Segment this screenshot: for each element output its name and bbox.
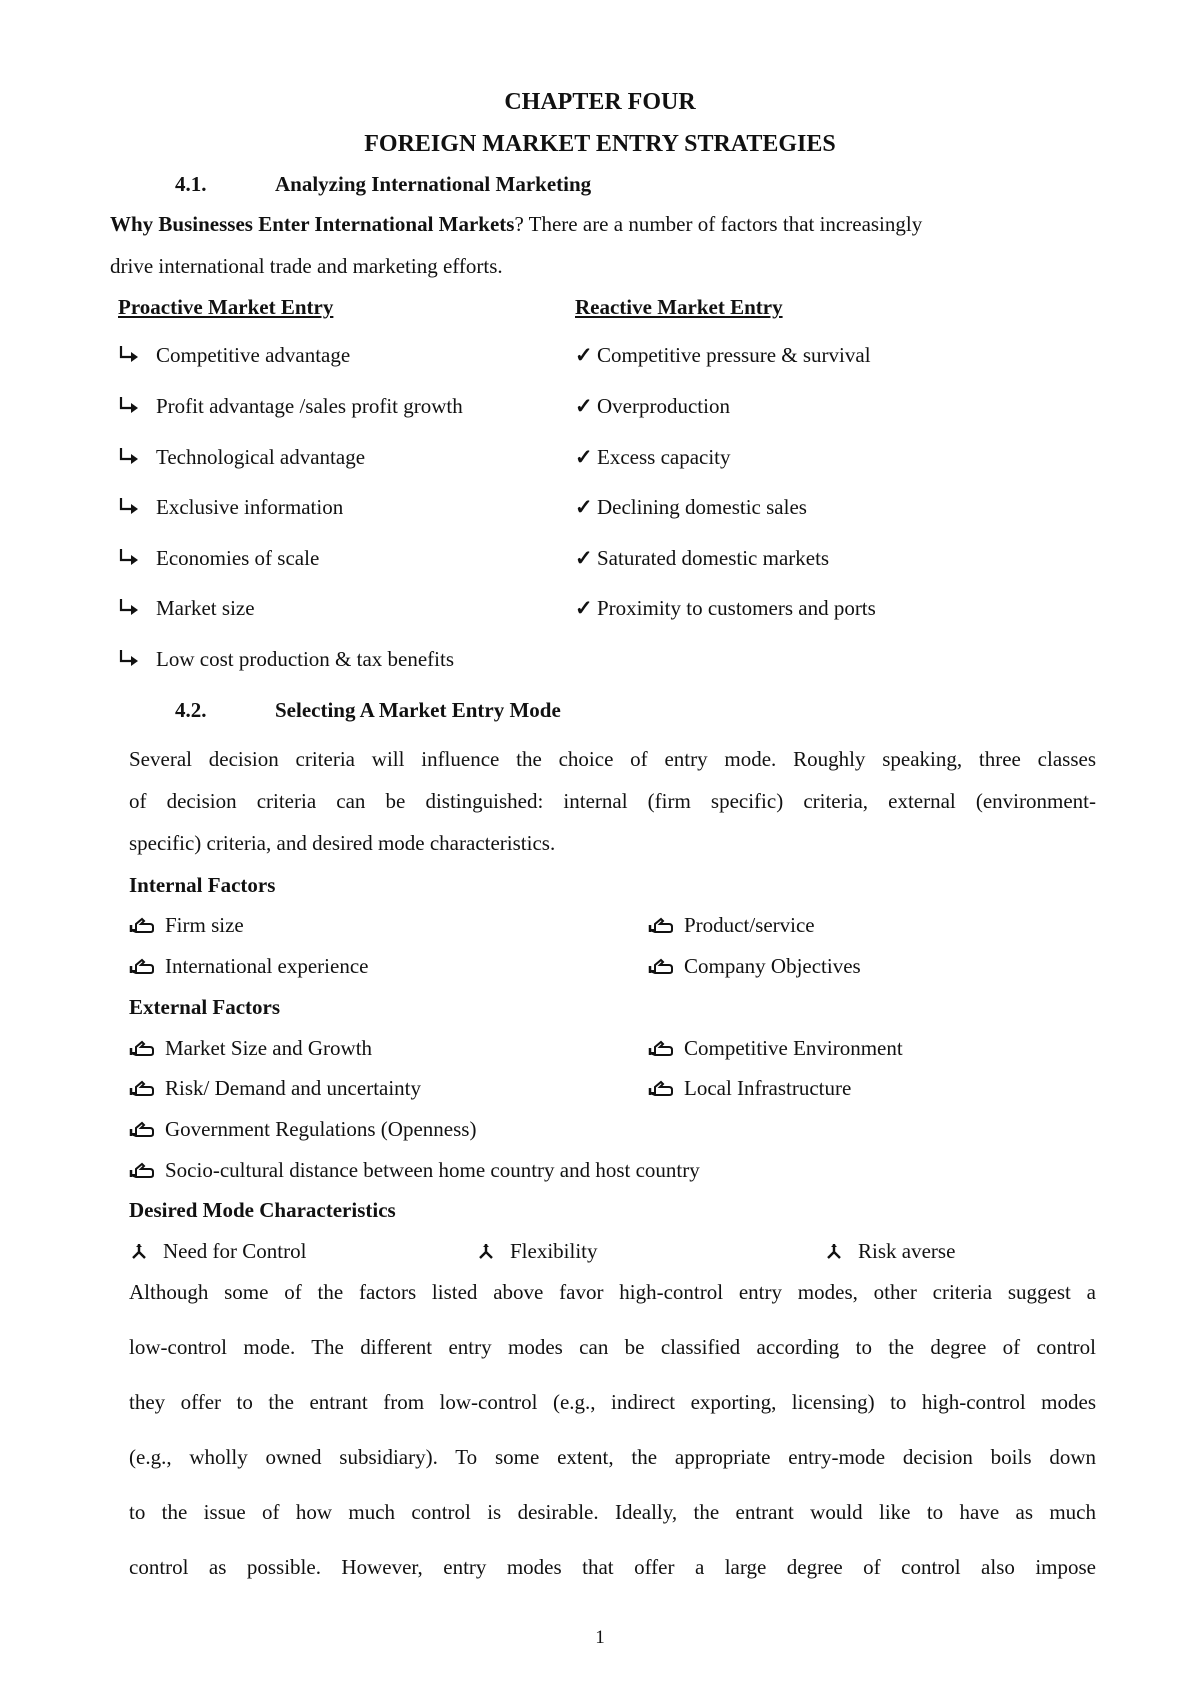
chapter-subtitle: FOREIGN MARKET ENTRY STRATEGIES [364, 131, 836, 157]
proactive-item: Economies of scale [118, 548, 319, 569]
proactive-heading: Proactive Market Entry [118, 295, 334, 319]
arrow-bullet-icon [118, 396, 142, 416]
reactive-item: ✓ Overproduction [575, 394, 730, 418]
arrow-bullet-icon [118, 447, 142, 467]
pointing-hand-icon [129, 1079, 155, 1097]
desired-mode-heading: Desired Mode Characteristics [129, 1198, 396, 1222]
pointing-hand-icon [648, 1079, 674, 1097]
check-icon: ✓ [575, 343, 593, 367]
propeller-bullet-icon [826, 1243, 842, 1259]
paragraph-line: Although some of the factors listed above favor high-control entry modes, other criteria suggest a [129, 1280, 1096, 1304]
internal-factor: International experience [129, 956, 368, 977]
check-icon: ✓ [575, 596, 593, 620]
arrow-bullet-icon [118, 649, 142, 669]
paragraph-line: specific) criteria, and desired mode characteristics. [129, 831, 556, 855]
proactive-item: Profit advantage /sales profit growth [118, 396, 463, 417]
desired-item: Need for Control [131, 1241, 306, 1262]
pointing-hand-icon [129, 1039, 155, 1057]
check-icon: ✓ [575, 546, 593, 570]
propeller-bullet-icon [478, 1243, 494, 1259]
external-factors-heading: External Factors [129, 995, 281, 1019]
arrow-bullet-icon [118, 548, 142, 568]
proactive-item: Low cost production & tax benefits [118, 649, 454, 670]
intro-rest: ? There are a number of factors that increasingly [514, 212, 923, 236]
section-number: 4.1. [175, 172, 207, 196]
check-icon: ✓ [575, 495, 593, 519]
reactive-item: ✓ Competitive pressure & survival [575, 343, 871, 367]
arrow-bullet-icon [118, 345, 142, 365]
pointing-hand-icon [648, 957, 674, 975]
proactive-item: Competitive advantage [118, 345, 350, 366]
paragraph-line: low-control mode. The different entry modes can be classified according to the degree of control [129, 1335, 1096, 1359]
pointing-hand-icon [648, 916, 674, 934]
desired-item: Risk averse [826, 1241, 955, 1262]
paragraph-line: to the issue of how much control is desirable. Ideally, the entrant would like to have as much [129, 1500, 1096, 1524]
paragraph-line: of decision criteria can be distinguished: internal (firm specific) criteria, external (environment- [129, 789, 1096, 813]
arrow-bullet-icon [118, 598, 142, 618]
paragraph-line: control as possible. However, entry modes that offer a large degree of control also impose [129, 1555, 1096, 1579]
proactive-item: Market size [118, 598, 255, 619]
reactive-item: ✓ Excess capacity [575, 445, 731, 469]
section-heading: Analyzing International Marketing [275, 172, 592, 196]
arrow-bullet-icon [118, 497, 142, 517]
paragraph-line: Several decision criteria will influence the choice of entry mode. Roughly speaking, three classes [129, 747, 1096, 771]
internal-factor: Product/service [648, 915, 815, 936]
external-factor: Risk/ Demand and uncertainty [129, 1078, 421, 1099]
page-number: 1 [595, 1627, 605, 1648]
internal-factor: Firm size [129, 915, 244, 936]
intro-line [110, 214, 1096, 235]
intro-bold: Why Businesses Enter International Markets [110, 212, 515, 236]
external-factor: Competitive Environment [648, 1038, 903, 1059]
reactive-item: ✓ Declining domestic sales [575, 495, 807, 519]
external-factor: Market Size and Growth [129, 1038, 372, 1059]
paragraph-line: they offer to the entrant from low-control (e.g., indirect exporting, licensing) to high-control modes [129, 1390, 1096, 1414]
pointing-hand-icon [129, 1161, 155, 1179]
reactive-heading: Reactive Market Entry [575, 295, 783, 319]
external-factor: Local Infrastructure [648, 1078, 851, 1099]
paragraph-line: (e.g., wholly owned subsidiary). To some extent, the appropriate entry-mode decision boils down [129, 1445, 1096, 1469]
external-factor: Socio-cultural distance between home country and host country [129, 1160, 700, 1181]
section-heading: Selecting A Market Entry Mode [275, 698, 561, 722]
pointing-hand-icon [129, 1120, 155, 1138]
internal-factors-heading: Internal Factors [129, 873, 276, 897]
pointing-hand-icon [129, 957, 155, 975]
check-icon: ✓ [575, 445, 593, 469]
desired-item: Flexibility [478, 1241, 598, 1262]
proactive-item: Technological advantage [118, 447, 365, 468]
internal-factor: Company Objectives [648, 956, 861, 977]
pointing-hand-icon [648, 1039, 674, 1057]
intro-line: drive international trade and marketing efforts. [110, 254, 503, 278]
section-number: 4.2. [175, 698, 207, 722]
proactive-item: Exclusive information [118, 497, 343, 518]
reactive-item: ✓ Proximity to customers and ports [575, 596, 876, 620]
chapter-title: CHAPTER FOUR [504, 89, 696, 115]
reactive-item: ✓ Saturated domestic markets [575, 546, 830, 570]
propeller-bullet-icon [131, 1243, 147, 1259]
pointing-hand-icon [129, 916, 155, 934]
check-icon: ✓ [575, 394, 593, 418]
external-factor: Government Regulations (Openness) [129, 1119, 476, 1140]
